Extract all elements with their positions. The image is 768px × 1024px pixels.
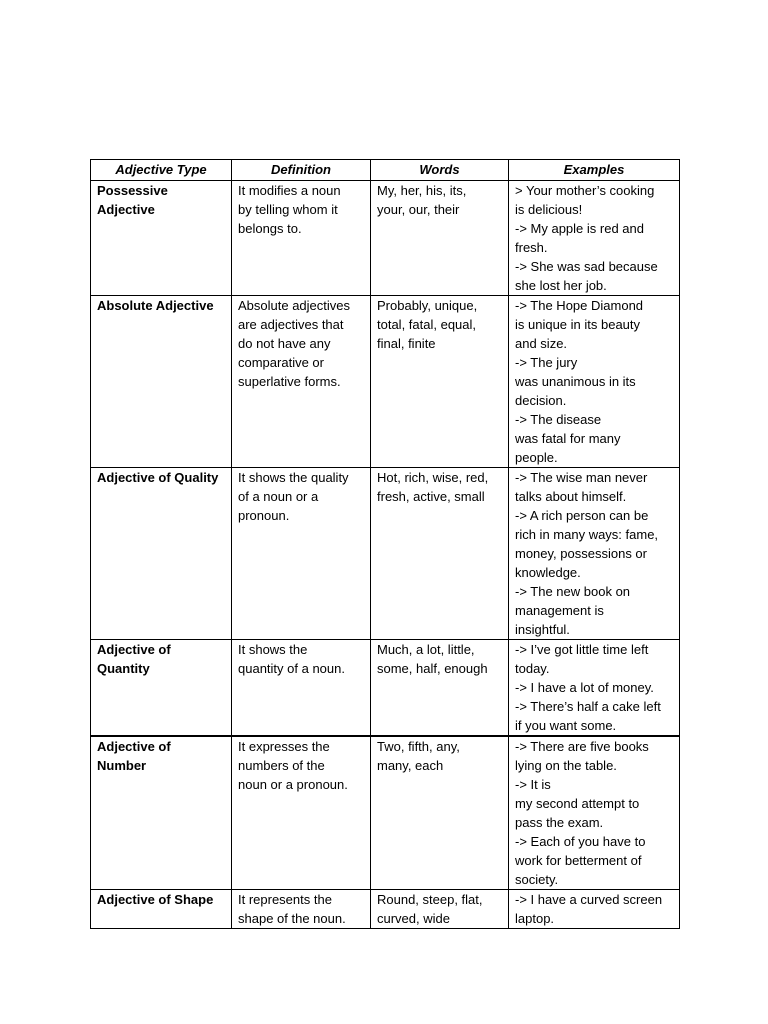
definition-cell: It represents the shape of the noun. (232, 890, 371, 929)
adjective-type-cell: Adjective of Quantity (91, 640, 232, 737)
adjective-type-cell: Adjective of Quality (91, 468, 232, 640)
words-cell: Probably, unique, total, fatal, equal, final, finite (371, 296, 509, 468)
definition-cell: It modifies a noun by telling whom it belongs to. (232, 181, 371, 296)
table-row (91, 890, 680, 929)
words-cell: Round, steep, flat, curved, wide (371, 890, 509, 929)
definition-cell: It expresses the numbers of the noun or a pronoun. (232, 736, 371, 890)
words-cell: Much, a lot, little, some, half, enough (371, 640, 509, 737)
adjective-type-cell: Adjective of Shape (91, 890, 232, 929)
words-cell: My, her, his, its, your, our, their (371, 181, 509, 296)
adjective-type-cell: Adjective of Number (91, 736, 232, 890)
definition-cell: Absolute adjectives are adjectives that do not have any comparative or superlative forms. (232, 296, 371, 468)
adjective-types-table (90, 159, 680, 929)
examples-cell: -> The Hope Diamond is unique in its beauty and size. -> The jury was unanimous in its decision. -> The disease was fatal for many people. (509, 296, 680, 468)
table-header-row (91, 160, 680, 181)
definition-cell: It shows the quantity of a noun. (232, 640, 371, 737)
table-row (91, 296, 680, 468)
examples-cell: -> The wise man never talks about himself. -> A rich person can be rich in many ways: fame, money, possessions or knowledge. -> The new book on management is insightful. (509, 468, 680, 640)
adjective-type-cell: Possessive Adjective (91, 181, 232, 296)
words-cell: Two, fifth, any, many, each (371, 736, 509, 890)
examples-cell: -> I have a curved screen laptop. (509, 890, 680, 929)
table-row (91, 640, 680, 737)
header-words: Words (371, 160, 509, 181)
header-examples: Examples (509, 160, 680, 181)
table-row (91, 181, 680, 296)
table-row (91, 468, 680, 640)
header-adjective-type: Adjective Type (91, 160, 232, 181)
adjective-type-cell: Absolute Adjective (91, 296, 232, 468)
examples-cell: -> There are five books lying on the table. -> It is my second attempt to pass the exam. -> Each of you have to work for betterment of society. (509, 736, 680, 890)
examples-cell: -> I’ve got little time left today. -> I have a lot of money. -> There’s half a cake left if you want some. (509, 640, 680, 737)
header-definition: Definition (232, 160, 371, 181)
words-cell: Hot, rich, wise, red, fresh, active, small (371, 468, 509, 640)
examples-cell: > Your mother’s cooking is delicious! -> My apple is red and fresh. -> She was sad because she lost her job. (509, 181, 680, 296)
definition-cell: It shows the quality of a noun or a pronoun. (232, 468, 371, 640)
table-row (91, 736, 680, 890)
